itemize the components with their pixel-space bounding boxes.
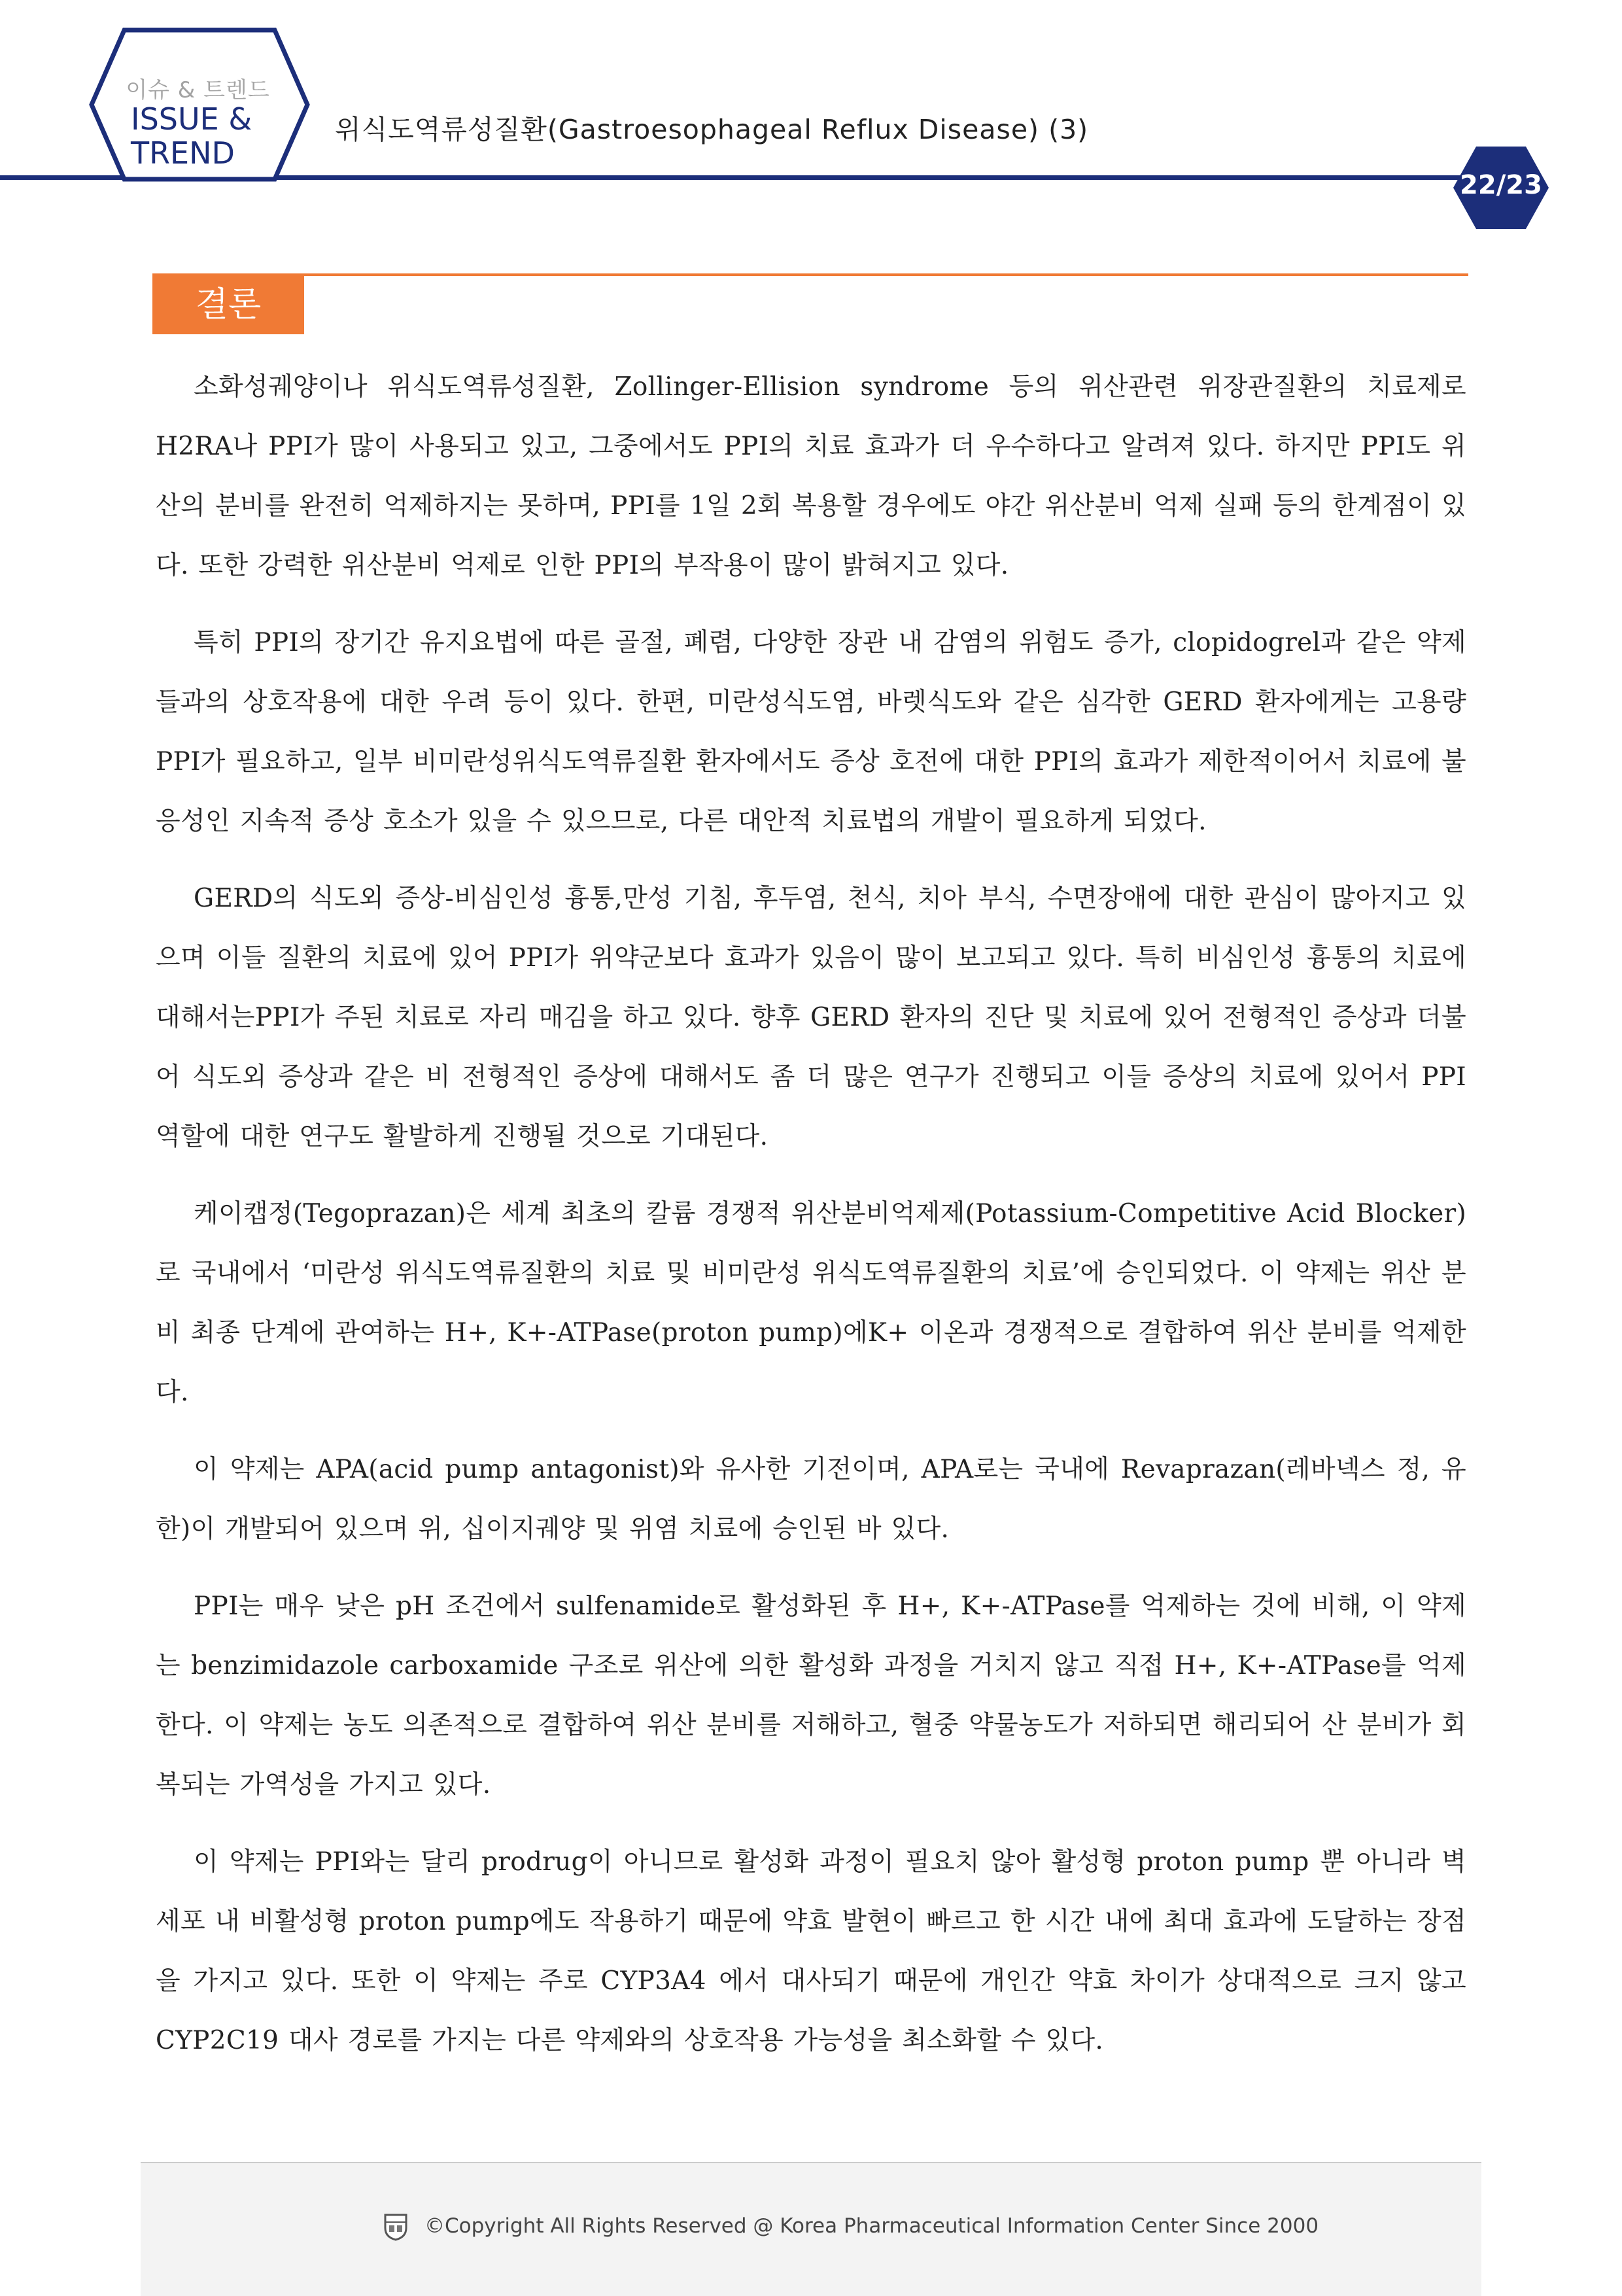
page-number-badge: [1452, 145, 1550, 230]
document-title: 위식도역류성질환(Gastroesophageal Reflux Disease) (3): [335, 114, 1089, 145]
footer: [141, 2162, 1481, 2296]
body-content: [156, 357, 1466, 2088]
paragraph-1: 소화성궤양이나 위식도역류성질환, Zollinger-Ellision syndrome 등의 위산관련 위장관질환의 치료제로 H2RA나 PPI가 많이 사용되고 있고, 그중에서도 PPI의 치료 효과가 더 우수하다고 알려져 있다. 하지만 PPI도 위산의 분비를 완전히 억제하지는 못하며, PPI를 1일 2회 복용할 경우에도 야간 위산분비 억제 실패 등의 한계점이 있다. 또한 강력한 위산분비 억제로 인한 PPI의 부작용이 많이 밝혀지고 있다.: [156, 372, 1466, 580]
logo-line-1: ISSUE &: [131, 101, 252, 137]
logo-line-2: TREND: [131, 135, 235, 171]
paragraph-5: 이 약제는 APA(acid pump antagonist)와 유사한 기전이며, APA로는 국내에 Revaprazan(레바넥스 정, 유한)이 개발되어 있으며 위, 십이지궤양 및 위염 치료에 승인된 바 있다.: [156, 1455, 1466, 1544]
issue-trend-logo: [85, 25, 311, 182]
copyright-text: ©Copyright All Rights Reserved @ Korea Pharmaceutical Information Center Since 2000: [424, 2214, 1319, 2238]
paragraph-6: PPI는 매우 낮은 pH 조건에서 sulfenamide로 활성화된 후 H+, K+-ATPase를 억제하는 것에 비해, 이 약제는 benzimidazole carboxamide 구조로 위산에 의한 활성화 과정을 거치지 않고 직접 H+, K+-ATPase를 억제한다. 이 약제는 농도 의존적으로 결합하여 위산 분비를 저해하고, 혈중 약물농도가 저하되면 해리되어 산 분비가 회복되는 가역성을 가지고 있다.: [156, 1592, 1466, 1800]
logo-korean-label: 이슈 & 트렌드: [126, 77, 270, 103]
section-heading: 결론: [152, 275, 304, 334]
paragraph-3: GERD의 식도외 증상-비심인성 흉통,만성 기침, 후두염, 천식, 치아 부식, 수면장애에 대한 관심이 많아지고 있으며 이들 질환의 치료에 있어 PPI가 위약군보다 효과가 있음이 많이 보고되고 있다. 특히 비심인성 흉통의 치료에 대해서는PPI가 주된 치료로 자리 매김을 하고 있다. 향후 GERD 환자의 진단 및 치료에 있어 전형적인 증상과 더불어 식도외 증상과 같은 비 전형적인 증상에 대해서도 좀 더 많은 연구가 진행되고 이들 증상의 치료에 있어서 PPI 역할에 대한 연구도 활발하게 진행될 것으로 기대된다.: [156, 884, 1466, 1151]
paragraph-7: 이 약제는 PPI와는 달리 prodrug이 아니므로 활성화 과정이 필요치 않아 활성형 proton pump 뿐 아니라 벽세포 내 비활성형 proton pump에도 작용하기 때문에 약효 발현이 빠르고 한 시간 내에 최대 효과에 도달하는 장점을 가지고 있다. 또한 이 약제는 주로 CYP3A4 에서 대사되기 때문에 개인간 약효 차이가 상대적으로 크지 않고 CYP2C19 대사 경로를 가지는 다른 약제와의 상호작용 가능성을 최소화할 수 있다.: [156, 1847, 1466, 2055]
page-number: 22/23: [1460, 170, 1542, 200]
logo-english-label: [131, 102, 288, 170]
paragraph-2: 특히 PPI의 장기간 유지요법에 따른 골절, 폐렴, 다양한 장관 내 감염의 위험도 증가, clopidogrel과 같은 약제들과의 상호작용에 대한 우려 등이 있다. 한편, 미란성식도염, 바렛식도와 같은 심각한 GERD 환자에게는 고용량 PPI가 필요하고, 일부 비미란성위식도역류질환 환자에서도 증상 호전에 대한 PPI의 효과가 제한적이어서 치료에 불응성인 지속적 증상 호소가 있을 수 있으므로, 다른 대안적 치료법의 개발이 필요하게 되었다.: [156, 628, 1466, 836]
kpic-emblem-icon: [383, 2212, 409, 2241]
section-rule: [152, 273, 1468, 276]
paragraph-4: 케이캡정(Tegoprazan)은 세계 최초의 칼륨 경쟁적 위산분비억제제(Potassium-Competitive Acid Blocker)로 국내에서 ‘미란성 위식도역류질환의 치료 및 비미란성 위식도역류질환의 치료’에 승인되었다. 이 약제는 위산 분비 최종 단계에 관여하는 H+, K+-ATPase(proton pump)에K+ 이온과 경쟁적으로 결합하여 위산 분비를 억제한다.: [156, 1199, 1466, 1407]
